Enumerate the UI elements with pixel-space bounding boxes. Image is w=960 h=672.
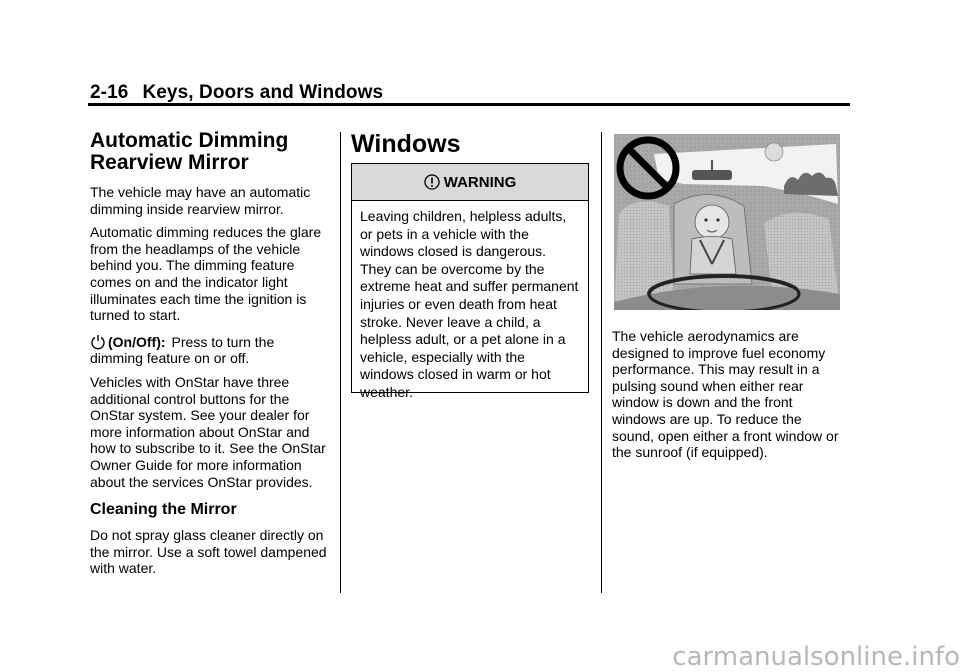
warning-header	[352, 164, 588, 201]
mirror-heading	[90, 130, 330, 174]
onoff-desc-line1: Press to turn the	[171, 333, 275, 350]
header-rule	[88, 103, 850, 106]
power-icon	[90, 334, 106, 350]
column-divider-left	[340, 132, 341, 593]
warning-title: WARNING	[443, 173, 517, 191]
warning-box	[351, 163, 589, 400]
section-title: Keys, Doors and Windows	[142, 82, 384, 103]
aerodynamics-paragraph: The vehicle aerodynamics are designed to improve fuel economy performance. This may result in a pulsing sound when either rear window is down and the front windows are up. To reduce the sound, open either a front window or the sunroof (if equipped).	[612, 328, 839, 461]
onoff-button-description	[90, 334, 330, 367]
warning-text: Leaving children, helpless adults, or pets in a vehicle with the windows closed is dangerous. They can be overcome by the extreme heat and suffer permanent injuries or even death from heat stroke. Never leave a child, a helpless adult, or a pet alone in a vehicle, especially with the windows closed in warm or hot weather.	[360, 208, 579, 400]
middle-column	[351, 131, 591, 157]
mirror-heading-line2: Rearview Mirror	[90, 151, 249, 174]
column-divider-right	[601, 132, 602, 593]
onoff-button-label: (On/Off):	[108, 333, 166, 350]
cleaning-subheading: Cleaning the Mirror	[90, 501, 237, 519]
mirror-intro: The vehicle may have an automatic dimming inside rearview mirror.	[90, 184, 311, 217]
mirror-description: Automatic dimming reduces the glare from the headlamps of the vehicle behind you. The dimming feature comes on and the indicator light illuminates each time the ignition is turned to start.	[90, 224, 322, 324]
child-in-car-illustration	[614, 134, 840, 310]
watermark: carmanualsonline.info	[672, 642, 960, 672]
cleaning-paragraph: Do not spray glass cleaner directly on the mirror. Use a soft towel dampened with water.	[90, 527, 327, 577]
mirror-heading-line1: Automatic Dimming	[90, 129, 289, 152]
left-column	[90, 130, 330, 584]
warning-icon	[424, 174, 440, 190]
onoff-desc-line2: dimming feature on or off.	[90, 350, 250, 367]
onstar-paragraph: Vehicles with OnStar have three additional control buttons for the OnStar system. See your dealer for more information about OnStar and how to subscribe to it. See the OnStar Owner Guide for more information about the services OnStar provides.	[90, 373, 326, 490]
right-column	[612, 328, 847, 468]
windows-heading: Windows	[351, 130, 461, 158]
page-number: 2-16	[90, 82, 129, 103]
page-header	[90, 82, 383, 104]
